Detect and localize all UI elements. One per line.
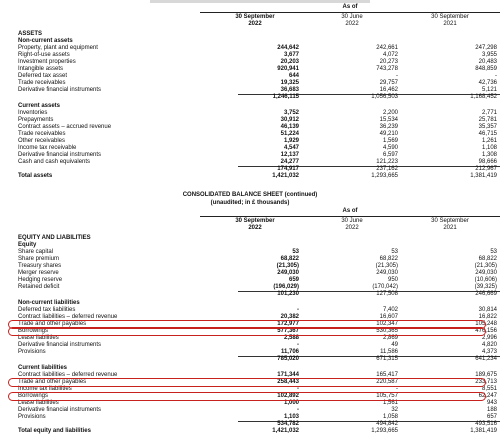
value-cell-3: 8,551 xyxy=(481,386,497,392)
row-label: Cash and cash equivalents xyxy=(18,159,91,165)
value-cell-1: 1,246,115 xyxy=(272,94,299,100)
value-cell-1: 785,020 xyxy=(277,356,299,362)
value-cell-1: 534,782 xyxy=(277,421,299,427)
as-of-label: As of xyxy=(342,4,358,10)
current-liabilities-heading: Current liabilities xyxy=(18,365,68,371)
value-cell-2: 32 xyxy=(391,407,398,413)
table-subtitle: (unaudited; in £ thousands) xyxy=(210,200,290,206)
value-cell-3: 1,168,452 xyxy=(470,94,497,100)
value-cell-3: 1,261 xyxy=(481,138,497,144)
value-cell-1: 577,367 xyxy=(277,328,299,334)
highlight-borrowings-noncurrent xyxy=(8,327,486,336)
value-cell-3: 493,516 xyxy=(475,421,497,427)
value-cell-2: 102,347 xyxy=(376,321,398,327)
value-cell-1: 51,224 xyxy=(280,131,299,137)
column-header-year: 2021 xyxy=(443,21,457,27)
value-cell-1: 68,822 xyxy=(280,256,299,262)
value-cell-1: (196,029) xyxy=(273,284,299,290)
column-header: 30 September xyxy=(431,14,469,20)
value-cell-1: 659 xyxy=(288,277,299,283)
value-cell-2: 20,273 xyxy=(379,59,398,65)
value-cell-2: 242,661 xyxy=(376,45,398,51)
value-cell-3: 98,666 xyxy=(478,159,497,165)
value-cell-3: 476,156 xyxy=(475,328,497,334)
value-cell-2: 29,757 xyxy=(379,80,398,86)
value-cell-1: 20,382 xyxy=(280,314,299,320)
value-cell-2: (170,042) xyxy=(372,284,398,290)
value-cell-3: 68,822 xyxy=(478,256,497,262)
value-cell-1: - xyxy=(297,386,299,392)
value-cell-3: 5,121 xyxy=(481,87,497,93)
value-cell-1: 920,941 xyxy=(277,66,299,72)
row-label: Provisions xyxy=(18,414,46,420)
table-row xyxy=(18,45,500,52)
value-cell-2: 220,587 xyxy=(376,379,398,385)
value-cell-3: 943 xyxy=(486,400,497,406)
row-label: Borrowings xyxy=(18,328,49,334)
value-cell-2: 1,561 xyxy=(382,400,398,406)
table-row xyxy=(18,407,500,414)
value-cell-2: 530,365 xyxy=(376,328,398,334)
row-label: Derivative financial instruments xyxy=(18,407,102,413)
row-label: Income tax liabilities xyxy=(18,386,72,392)
column-header: 30 September xyxy=(431,218,469,224)
value-cell-1: 53 xyxy=(292,249,299,255)
value-cell-3: 1,108 xyxy=(481,145,497,151)
table-row xyxy=(18,152,500,159)
value-cell-1: 3,677 xyxy=(283,52,299,58)
value-cell-2: 4,072 xyxy=(382,52,398,58)
value-cell-3: 3,955 xyxy=(481,52,497,58)
row-label: Borrowings xyxy=(18,393,49,399)
value-cell-1: - xyxy=(297,307,299,313)
table-row xyxy=(18,73,500,80)
value-cell-1: 258,443 xyxy=(277,379,299,385)
value-cell-1: 19,325 xyxy=(280,80,299,86)
row-label: Total equity and liabilities xyxy=(18,428,91,434)
value-cell-1: 11,706 xyxy=(280,349,299,355)
value-cell-3: 1,381,419 xyxy=(470,173,497,179)
value-cell-2: 105,757 xyxy=(376,393,398,399)
table-row xyxy=(18,400,500,407)
value-cell-3: 4,373 xyxy=(481,349,497,355)
column-header: 30 September xyxy=(235,218,275,224)
value-cell-1: 172,977 xyxy=(277,321,299,327)
row-label: Other receivables xyxy=(18,138,66,144)
table-row xyxy=(18,80,500,87)
value-cell-2: - xyxy=(396,386,398,392)
value-cell-2: 249,030 xyxy=(376,270,398,276)
value-cell-2: - xyxy=(396,73,398,79)
value-cell-2: 1,293,665 xyxy=(371,173,398,179)
row-label: Total assets xyxy=(18,173,53,179)
row-label: Deferred tax asset xyxy=(18,73,68,79)
value-cell-2: 36,239 xyxy=(379,124,398,130)
value-cell-3: (10,606) xyxy=(474,277,497,283)
table-row xyxy=(18,307,500,314)
value-cell-2: 1,056,503 xyxy=(371,94,398,100)
value-cell-3: 188 xyxy=(486,407,497,413)
value-cell-2: 68,822 xyxy=(379,256,398,262)
table-row xyxy=(18,117,500,124)
value-cell-3: 105,248 xyxy=(475,321,497,327)
value-cell-3: 247,298 xyxy=(475,45,497,51)
row-label: Contract assets – accrued revenue xyxy=(18,124,112,130)
row-label: Trade receivables xyxy=(18,131,66,137)
value-cell-2: 165,417 xyxy=(376,372,398,378)
value-cell-3: 233,713 xyxy=(475,379,497,385)
subtotal-row xyxy=(18,166,500,173)
value-cell-1: 1,103 xyxy=(283,414,299,420)
highlight-trade-payables-current xyxy=(8,378,486,387)
value-cell-1: - xyxy=(297,407,299,413)
value-cell-3: 20,483 xyxy=(478,59,497,65)
table-row xyxy=(18,270,500,277)
value-cell-3: (39,325) xyxy=(474,284,497,290)
row-label: Share premium xyxy=(18,256,60,262)
table-row xyxy=(18,66,500,73)
value-cell-2: 2,869 xyxy=(382,335,398,341)
value-cell-2: 49,210 xyxy=(379,131,398,137)
row-label: Lease liabilities xyxy=(18,400,59,406)
value-cell-2: 1,293,665 xyxy=(371,428,398,434)
table-row xyxy=(18,138,500,145)
row-label: Inventories xyxy=(18,110,48,116)
value-cell-2: 53 xyxy=(391,249,398,255)
value-cell-3: 641,234 xyxy=(475,356,497,362)
value-cell-3: 212,967 xyxy=(475,166,497,172)
subtotal-row xyxy=(18,291,500,298)
row-label: Provisions xyxy=(18,349,46,355)
column-header-year: 2022 xyxy=(248,21,262,27)
value-cell-3: 42,736 xyxy=(478,80,497,86)
row-label: Trade and other payables xyxy=(18,321,87,327)
row-label: Deferred tax liabilities xyxy=(18,307,76,313)
row-label: Contract liabilities – deferred revenue xyxy=(18,314,118,320)
value-cell-1: 2,588 xyxy=(283,335,299,341)
value-cell-1: 1,929 xyxy=(283,138,299,144)
table-row xyxy=(18,131,500,138)
value-cell-2: (21,305) xyxy=(375,263,398,269)
assets-heading: ASSETS xyxy=(18,31,43,37)
value-cell-1: 36,683 xyxy=(280,87,299,93)
value-cell-2: 7,402 xyxy=(382,307,398,313)
value-cell-3: 46,715 xyxy=(478,131,497,137)
value-cell-2: 1,569 xyxy=(382,138,398,144)
column-header: 30 June xyxy=(341,218,363,224)
value-cell-3: 25,781 xyxy=(478,117,497,123)
value-cell-3: - xyxy=(495,73,497,79)
row-label: Derivative financial instruments xyxy=(18,152,102,158)
total-row xyxy=(18,173,500,180)
value-cell-3: 16,822 xyxy=(478,314,497,320)
value-cell-2: 15,534 xyxy=(379,117,398,123)
row-label: Investment properties xyxy=(18,59,76,65)
table-row xyxy=(18,110,500,117)
table-row xyxy=(18,145,500,152)
value-cell-3: 62,247 xyxy=(478,393,497,399)
row-label: Merger reserve xyxy=(18,270,59,276)
value-cell-1: 244,642 xyxy=(277,45,299,51)
value-cell-3: 246,669 xyxy=(475,291,497,297)
row-label: Hedging reserve xyxy=(18,277,63,283)
value-cell-2: 950 xyxy=(387,277,398,283)
value-cell-1: 174,917 xyxy=(277,166,299,172)
value-cell-1: 102,892 xyxy=(277,393,299,399)
grand-total-row xyxy=(18,428,500,435)
value-cell-1: 46,139 xyxy=(280,124,299,130)
value-cell-1: 1,421,032 xyxy=(272,428,299,434)
row-label: Prepayments xyxy=(18,117,54,123)
value-cell-3: 53 xyxy=(490,249,497,255)
subtotal-row xyxy=(18,421,500,428)
table-row xyxy=(18,277,500,284)
table-row xyxy=(18,59,500,66)
row-label: Retained deficit xyxy=(18,284,60,290)
value-cell-2: 2,200 xyxy=(382,110,398,116)
value-cell-1: 101,230 xyxy=(277,291,299,297)
value-cell-1: 20,203 xyxy=(280,59,299,65)
column-header: 30 September xyxy=(235,14,275,20)
value-cell-3: 1,381,419 xyxy=(470,428,497,434)
table-row xyxy=(18,124,500,131)
column-header-year: 2022 xyxy=(345,21,359,27)
value-cell-1: 644 xyxy=(288,73,299,79)
value-cell-3: 1,308 xyxy=(481,152,497,158)
row-label: Intangible assets xyxy=(18,66,64,72)
row-label: Trade and other payables xyxy=(18,379,87,385)
value-cell-3: (21,305) xyxy=(474,263,497,269)
column-header-year: 2021 xyxy=(443,225,457,231)
value-cell-2: 237,162 xyxy=(376,166,398,172)
row-label: Derivative financial instruments xyxy=(18,342,102,348)
value-cell-3: 657 xyxy=(486,414,497,420)
table-row xyxy=(18,249,500,256)
value-cell-2: 1,058 xyxy=(382,414,398,420)
value-cell-2: 16,462 xyxy=(379,87,398,93)
value-cell-1: - xyxy=(297,342,299,348)
noncurrent-assets-heading: Non-current assets xyxy=(18,38,73,44)
row-label: Derivative financial instruments xyxy=(18,87,102,93)
value-cell-1: 1,421,032 xyxy=(272,173,299,179)
value-cell-3: 189,675 xyxy=(475,372,497,378)
value-cell-1: 3,752 xyxy=(283,110,299,116)
value-cell-1: 4,547 xyxy=(283,145,299,151)
column-header: 30 June xyxy=(341,14,363,20)
value-cell-2: 671,315 xyxy=(376,356,398,362)
equity-liabilities-heading: EQUITY AND LIABILITIES xyxy=(18,235,91,241)
value-cell-2: 11,586 xyxy=(380,349,398,355)
value-cell-2: 6,597 xyxy=(382,152,398,158)
table-row xyxy=(18,335,500,342)
row-label: Right-of-use assets xyxy=(18,52,70,58)
subtotal-row xyxy=(18,356,500,363)
value-cell-1: 1,000 xyxy=(283,400,299,406)
value-cell-1: 249,030 xyxy=(277,270,299,276)
value-cell-2: 16,607 xyxy=(379,314,398,320)
row-label: Treasury shares xyxy=(18,263,62,269)
table-row xyxy=(18,52,500,59)
value-cell-2: 49 xyxy=(391,342,398,348)
value-cell-3: 35,357 xyxy=(478,124,497,130)
value-cell-1: 24,277 xyxy=(280,159,299,165)
row-label: Property, plant and equipment xyxy=(18,45,98,51)
current-assets-heading: Current assets xyxy=(18,103,61,109)
row-label: Share capital xyxy=(18,249,54,255)
subtotal-row xyxy=(18,94,500,101)
table-row xyxy=(18,263,500,270)
value-cell-2: 4,590 xyxy=(382,145,398,151)
value-cell-3: 848,859 xyxy=(475,66,497,72)
value-cell-2: 494,842 xyxy=(376,421,398,427)
header-rule xyxy=(200,216,500,217)
noncurrent-liabilities-heading: Non-current liabilities xyxy=(18,300,80,306)
value-cell-2: 121,223 xyxy=(376,159,398,165)
cropped-header-strip xyxy=(150,0,370,3)
row-label: Trade receivables xyxy=(18,80,66,86)
value-cell-2: 127,508 xyxy=(376,291,398,297)
value-cell-3: 249,030 xyxy=(475,270,497,276)
value-cell-3: 2,996 xyxy=(481,335,497,341)
row-label: Lease liabilities xyxy=(18,335,59,341)
row-label: Contract liabilities – deferred revenue xyxy=(18,372,118,378)
equity-heading: Equity xyxy=(18,242,37,248)
table-row xyxy=(18,342,500,349)
value-cell-1: 30,912 xyxy=(280,117,299,123)
column-header-year: 2022 xyxy=(248,225,262,231)
value-cell-1: 12,137 xyxy=(280,152,299,158)
column-header-year: 2022 xyxy=(345,225,359,231)
value-cell-3: 30,814 xyxy=(478,307,497,313)
header-rule xyxy=(200,12,500,13)
value-cell-3: 2,771 xyxy=(481,110,497,116)
value-cell-1: (21,305) xyxy=(276,263,299,269)
value-cell-3: 4,820 xyxy=(481,342,497,348)
row-label: Income tax receivable xyxy=(18,145,77,151)
as-of-label: As of xyxy=(342,208,358,214)
value-cell-2: 743,278 xyxy=(376,66,398,72)
highlight-borrowings-current xyxy=(8,392,486,401)
table-title: CONSOLIDATED BALANCE SHEET (continued) xyxy=(182,192,318,198)
value-cell-1: 171,344 xyxy=(277,372,299,378)
table-row xyxy=(18,256,500,263)
